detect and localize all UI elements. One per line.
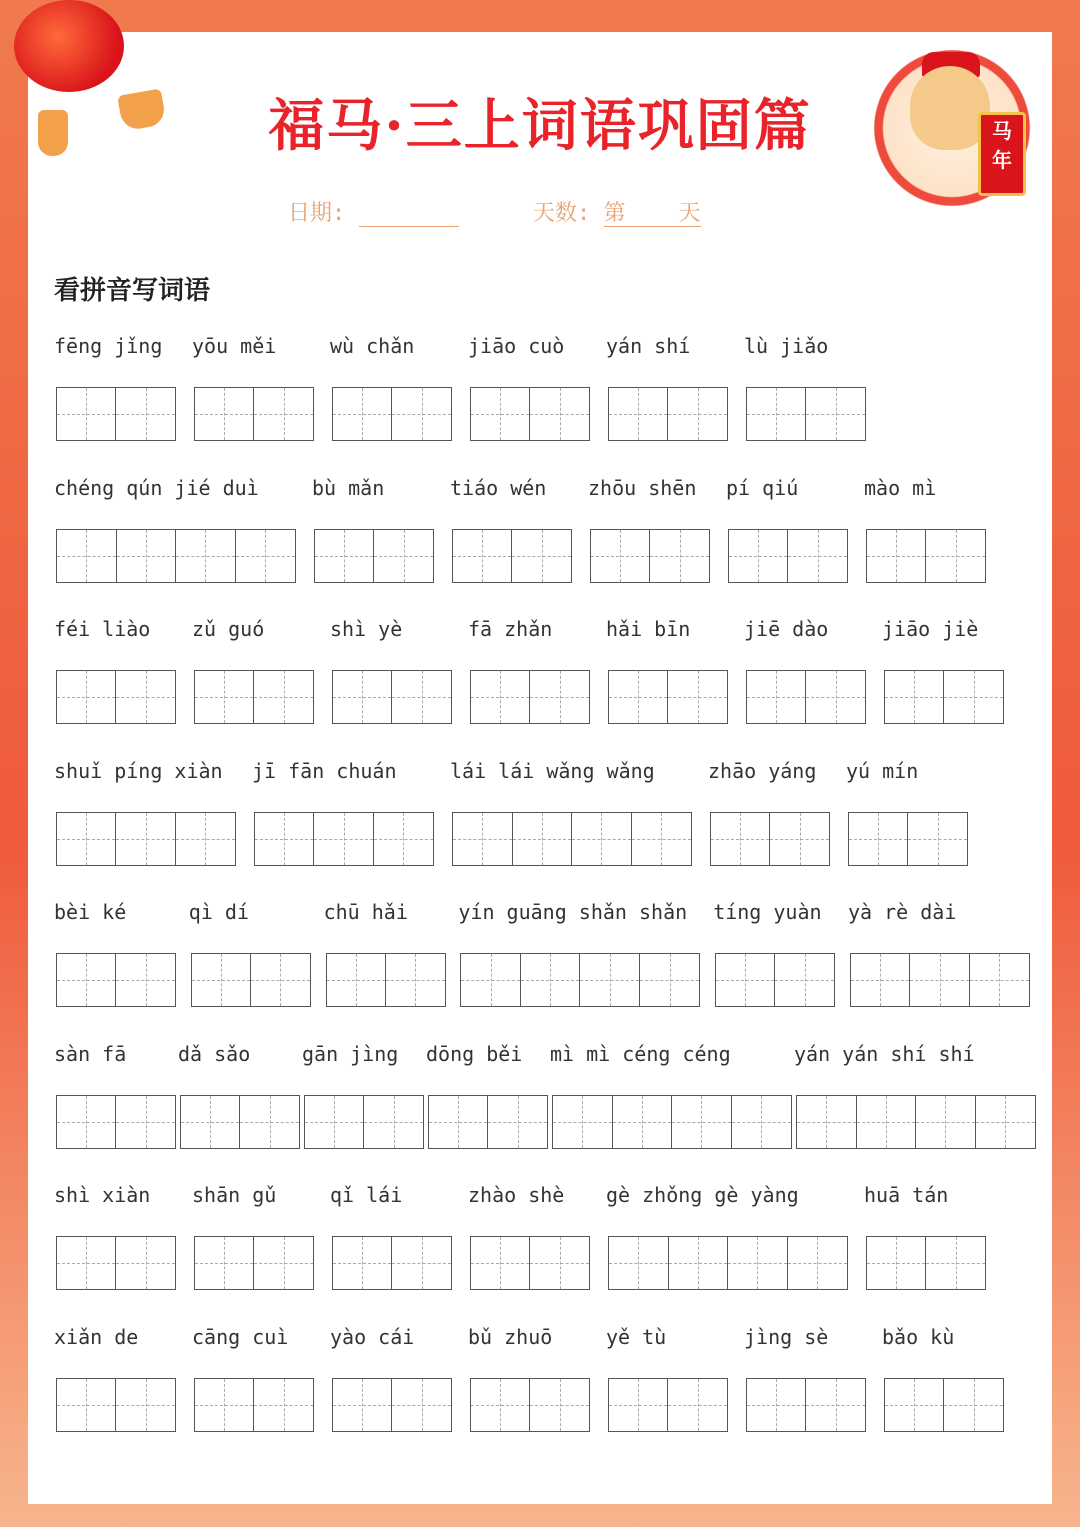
tianzige-cell[interactable] xyxy=(315,530,374,582)
tianzige-cell[interactable] xyxy=(57,1379,116,1431)
tianzige-cell[interactable] xyxy=(57,1096,116,1148)
tianzige-cell[interactable] xyxy=(57,530,117,582)
writing-grid[interactable] xyxy=(848,812,968,866)
tianzige-cell[interactable] xyxy=(392,1237,451,1289)
tianzige-cell[interactable] xyxy=(333,1237,392,1289)
lantern-icon xyxy=(14,0,124,92)
pinyin-label: bù mǎn xyxy=(312,475,385,500)
pinyin-label: yōu měi xyxy=(192,334,277,358)
tianzige-cell[interactable] xyxy=(553,1096,613,1148)
writing-grid[interactable] xyxy=(746,670,866,724)
writing-grid[interactable] xyxy=(56,1378,176,1432)
tianzige-cell[interactable] xyxy=(632,813,692,865)
tianzige-cell[interactable] xyxy=(716,954,775,1006)
tianzige-cell[interactable] xyxy=(530,1237,589,1289)
tianzige-cell[interactable] xyxy=(57,813,116,865)
tianzige-cell[interactable] xyxy=(926,1237,985,1289)
writing-grid[interactable] xyxy=(56,529,296,583)
pinyin-label: zhōu shēn xyxy=(588,475,697,500)
tianzige-cell[interactable] xyxy=(944,671,1003,723)
tianzige-cell[interactable] xyxy=(116,671,175,723)
pinyin-label: hǎi bīn xyxy=(606,617,691,641)
tianzige-cell[interactable] xyxy=(117,530,177,582)
tianzige-cell[interactable] xyxy=(513,813,573,865)
pinyin-label: jìng sè xyxy=(744,1324,829,1349)
days-label: 天数: xyxy=(533,201,591,226)
tianzige-cell[interactable] xyxy=(867,530,926,582)
pinyin-label: zhāo yáng xyxy=(708,758,817,783)
writing-grid[interactable] xyxy=(746,387,866,441)
tianzige-cell[interactable] xyxy=(333,388,392,440)
section-title: 看拼音写词语 xyxy=(54,276,211,306)
writing-grid[interactable] xyxy=(56,953,176,1007)
pinyin-label: bǎo kù xyxy=(882,1324,955,1349)
tianzige-cell[interactable] xyxy=(770,813,829,865)
pinyin-label: lái lái wǎng wǎng xyxy=(450,758,655,783)
tianzige-cell[interactable] xyxy=(181,1096,240,1148)
pinyin-label: yě tù xyxy=(606,1324,667,1349)
pinyin-label: gè zhǒng gè yàng xyxy=(606,1183,799,1207)
tianzige-cell[interactable] xyxy=(254,1237,313,1289)
tianzige-cell[interactable] xyxy=(471,1379,530,1431)
writing-grid[interactable] xyxy=(470,670,590,724)
tianzige-cell[interactable] xyxy=(392,388,451,440)
tianzige-cell[interactable] xyxy=(57,671,116,723)
tianzige-cell[interactable] xyxy=(254,1379,313,1431)
tianzige-cell[interactable] xyxy=(240,1096,299,1148)
tianzige-cell[interactable] xyxy=(640,954,700,1006)
writing-grid[interactable] xyxy=(194,387,314,441)
tianzige-cell[interactable] xyxy=(788,1237,848,1289)
pinyin-label: jiāo cuò xyxy=(468,334,565,358)
writing-grid[interactable] xyxy=(608,670,728,724)
tianzige-cell[interactable] xyxy=(747,388,806,440)
writing-grid[interactable] xyxy=(470,1236,590,1290)
tianzige-cell[interactable] xyxy=(116,388,175,440)
tianzige-cell[interactable] xyxy=(392,1379,451,1431)
tianzige-cell[interactable] xyxy=(530,1379,589,1431)
tianzige-cell[interactable] xyxy=(254,671,313,723)
tianzige-cell[interactable] xyxy=(374,813,433,865)
pinyin-label: shì xiàn xyxy=(54,1183,151,1207)
tianzige-cell[interactable] xyxy=(116,1096,175,1148)
tianzige-cell[interactable] xyxy=(806,671,865,723)
pinyin-label: sàn fā xyxy=(54,1041,127,1066)
tianzige-cell[interactable] xyxy=(944,1379,1003,1431)
tianzige-cell[interactable] xyxy=(580,954,640,1006)
tianzige-cell[interactable] xyxy=(572,813,632,865)
tianzige-cell[interactable] xyxy=(609,388,668,440)
tianzige-cell[interactable] xyxy=(851,954,910,1006)
writing-grid[interactable] xyxy=(254,812,434,866)
tianzige-cell[interactable] xyxy=(867,1237,926,1289)
tianzige-cell[interactable] xyxy=(116,813,175,865)
tianzige-cell[interactable] xyxy=(711,813,770,865)
tianzige-cell[interactable] xyxy=(176,530,236,582)
pinyin-label: lù jiǎo xyxy=(744,334,829,358)
writing-grid[interactable] xyxy=(608,387,728,441)
tianzige-cell[interactable] xyxy=(116,1237,175,1289)
writing-grid[interactable] xyxy=(850,953,1030,1007)
writing-grid[interactable] xyxy=(796,1095,1036,1149)
pinyin-label: tiáo wén xyxy=(450,475,547,500)
tianzige-cell[interactable] xyxy=(195,671,254,723)
pinyin-label: mào mì xyxy=(864,475,937,500)
tianzige-cell[interactable] xyxy=(747,671,806,723)
tianzige-cell[interactable] xyxy=(849,813,908,865)
scroll-text-2: 年 xyxy=(992,148,1012,172)
tianzige-cell[interactable] xyxy=(57,1237,116,1289)
tianzige-cell[interactable] xyxy=(471,671,530,723)
tianzige-cell[interactable] xyxy=(192,954,251,1006)
pinyin-label: chéng qún jié duì xyxy=(54,475,259,500)
pinyin-label: dǎ sǎo xyxy=(178,1041,251,1066)
days-value[interactable] xyxy=(604,201,701,227)
tianzige-cell[interactable] xyxy=(729,530,788,582)
pinyin-label: mì mì céng céng xyxy=(550,1041,731,1066)
pinyin-label: dōng běi xyxy=(426,1041,523,1066)
tianzige-cell[interactable] xyxy=(732,1096,792,1148)
tianzige-cell[interactable] xyxy=(471,1237,530,1289)
tianzige-cell[interactable] xyxy=(251,954,310,1006)
tianzige-cell[interactable] xyxy=(374,530,433,582)
tianzige-cell[interactable] xyxy=(333,1379,392,1431)
tianzige-cell[interactable] xyxy=(453,530,512,582)
tianzige-cell[interactable] xyxy=(797,1096,857,1148)
pinyin-label: yán shí xyxy=(606,334,691,358)
writing-grid[interactable] xyxy=(884,670,1004,724)
pinyin-label: cāng cuì xyxy=(192,1324,289,1349)
writing-grid[interactable] xyxy=(314,529,434,583)
tianzige-cell[interactable] xyxy=(926,530,985,582)
writing-grid[interactable] xyxy=(866,529,986,583)
pinyin-label: jiē dào xyxy=(744,617,829,641)
writing-grid[interactable] xyxy=(194,1236,314,1290)
page-title: 福马·三上词语巩固篇 xyxy=(268,93,812,159)
tianzige-cell[interactable] xyxy=(885,671,944,723)
tianzige-cell[interactable] xyxy=(609,1379,668,1431)
tianzige-cell[interactable] xyxy=(333,671,392,723)
tianzige-cell[interactable] xyxy=(429,1096,488,1148)
writing-grid[interactable] xyxy=(304,1095,424,1149)
writing-grid[interactable] xyxy=(552,1095,792,1149)
writing-grid[interactable] xyxy=(715,953,835,1007)
pinyin-label: gān jìng xyxy=(302,1041,399,1066)
pinyin-label: yán yán shí shí xyxy=(794,1041,975,1066)
writing-grid[interactable] xyxy=(326,953,446,1007)
tianzige-cell[interactable] xyxy=(392,671,451,723)
tianzige-cell[interactable] xyxy=(195,1379,254,1431)
writing-grid[interactable] xyxy=(56,1095,176,1149)
pinyin-label: bèi ké xyxy=(54,900,127,924)
tianzige-cell[interactable] xyxy=(57,388,116,440)
tianzige-cell[interactable] xyxy=(857,1096,917,1148)
writing-grid[interactable] xyxy=(191,953,311,1007)
tianzige-cell[interactable] xyxy=(609,1237,669,1289)
tianzige-cell[interactable] xyxy=(668,388,727,440)
writing-grid[interactable] xyxy=(180,1095,300,1149)
pinyin-label: zhào shè xyxy=(468,1183,565,1207)
days-field[interactable] xyxy=(533,196,701,227)
tianzige-cell[interactable] xyxy=(57,954,116,1006)
writing-grid[interactable] xyxy=(884,1378,1004,1432)
pinyin-label: bǔ zhuō xyxy=(468,1324,553,1349)
pinyin-label: féi liào xyxy=(54,617,151,641)
writing-grid[interactable] xyxy=(608,1236,848,1290)
writing-grid[interactable] xyxy=(452,812,692,866)
tianzige-cell[interactable] xyxy=(970,954,1029,1006)
writing-grid[interactable] xyxy=(590,529,710,583)
tianzige-cell[interactable] xyxy=(908,813,967,865)
tianzige-cell[interactable] xyxy=(255,813,314,865)
writing-grid[interactable] xyxy=(56,670,176,724)
writing-grid[interactable] xyxy=(194,1378,314,1432)
date-blank[interactable] xyxy=(359,204,459,227)
writing-grid[interactable] xyxy=(56,387,176,441)
tianzige-cell[interactable] xyxy=(176,813,235,865)
pinyin-label: chū hǎi xyxy=(323,900,408,924)
writing-grid[interactable] xyxy=(452,529,572,583)
tianzige-cell[interactable] xyxy=(364,1096,423,1148)
tianzige-cell[interactable] xyxy=(195,1237,254,1289)
writing-grid[interactable] xyxy=(728,529,848,583)
pinyin-label: fēng jǐng xyxy=(54,334,163,358)
tianzige-cell[interactable] xyxy=(668,1379,727,1431)
writing-grid[interactable] xyxy=(194,670,314,724)
writing-grid[interactable] xyxy=(470,1378,590,1432)
pinyin-label: wù chǎn xyxy=(330,334,415,358)
pinyin-label: xiǎn de xyxy=(54,1324,139,1349)
tianzige-cell[interactable] xyxy=(885,1379,944,1431)
tianzige-cell[interactable] xyxy=(195,388,254,440)
pinyin-label: yín guāng shǎn shǎn xyxy=(458,900,688,924)
writing-grid[interactable] xyxy=(332,387,452,441)
tianzige-cell[interactable] xyxy=(669,1237,729,1289)
tianzige-cell[interactable] xyxy=(976,1096,1036,1148)
tianzige-cell[interactable] xyxy=(609,671,668,723)
tianzige-cell[interactable] xyxy=(254,388,313,440)
pinyin-label: yú mín xyxy=(846,758,919,783)
pinyin-label: jī fān chuán xyxy=(252,758,397,783)
tianzige-cell[interactable] xyxy=(650,530,709,582)
tianzige-cell[interactable] xyxy=(512,530,571,582)
tianzige-cell[interactable] xyxy=(775,954,834,1006)
tianzige-cell[interactable] xyxy=(530,671,589,723)
writing-grid[interactable] xyxy=(332,1378,452,1432)
pinyin-label: fā zhǎn xyxy=(468,617,553,641)
tianzige-cell[interactable] xyxy=(488,1096,547,1148)
tianzige-cell[interactable] xyxy=(471,388,530,440)
tianzige-cell[interactable] xyxy=(668,671,727,723)
tianzige-cell[interactable] xyxy=(747,1379,806,1431)
writing-grid[interactable] xyxy=(428,1095,548,1149)
pinyin-label: yào cái xyxy=(330,1324,415,1349)
pinyin-label: shān gǔ xyxy=(192,1183,277,1207)
tianzige-cell[interactable] xyxy=(806,1379,865,1431)
writing-grid[interactable] xyxy=(608,1378,728,1432)
writing-grid[interactable] xyxy=(866,1236,986,1290)
pinyin-label: shuǐ píng xiàn xyxy=(54,758,223,783)
tianzige-cell[interactable] xyxy=(521,954,581,1006)
tianzige-cell[interactable] xyxy=(386,954,445,1006)
tianzige-cell[interactable] xyxy=(728,1237,788,1289)
writing-grid[interactable] xyxy=(746,1378,866,1432)
writing-grid[interactable] xyxy=(56,1236,176,1290)
scroll-text-1: 马 xyxy=(992,119,1012,143)
tianzige-cell[interactable] xyxy=(453,813,513,865)
writing-grid[interactable] xyxy=(56,812,236,866)
tianzige-cell[interactable] xyxy=(327,954,386,1006)
pinyin-label: zǔ guó xyxy=(192,617,265,641)
date-label: 日期: xyxy=(288,201,346,226)
tianzige-cell[interactable] xyxy=(916,1096,976,1148)
writing-grid[interactable] xyxy=(470,387,590,441)
pinyin-label: qǐ lái xyxy=(330,1183,403,1207)
tianzige-cell[interactable] xyxy=(461,954,521,1006)
tianzige-cell[interactable] xyxy=(910,954,969,1006)
tianzige-cell[interactable] xyxy=(613,1096,673,1148)
pinyin-label: yà rè dài xyxy=(848,900,957,924)
pinyin-label: huā tán xyxy=(864,1183,949,1207)
tianzige-cell[interactable] xyxy=(806,388,865,440)
pinyin-label: jiāo jiè xyxy=(882,617,979,641)
tianzige-cell[interactable] xyxy=(305,1096,364,1148)
tianzige-cell[interactable] xyxy=(788,530,847,582)
pinyin-label: pí qiú xyxy=(726,475,799,500)
tianzige-cell[interactable] xyxy=(116,1379,175,1431)
pinyin-label: qì dí xyxy=(188,900,250,924)
tianzige-cell[interactable] xyxy=(116,954,175,1006)
writing-grid[interactable] xyxy=(332,670,452,724)
date-field[interactable] xyxy=(288,196,459,227)
writing-grid[interactable] xyxy=(710,812,830,866)
days-suffix: 天 xyxy=(678,201,701,226)
writing-grid[interactable] xyxy=(460,953,700,1007)
tianzige-cell[interactable] xyxy=(591,530,650,582)
tianzige-cell[interactable] xyxy=(314,813,373,865)
tianzige-cell[interactable] xyxy=(530,388,589,440)
tianzige-cell[interactable] xyxy=(672,1096,732,1148)
pinyin-label: tíng yuàn xyxy=(713,900,822,924)
tianzige-cell[interactable] xyxy=(236,530,296,582)
pinyin-label: shì yè xyxy=(330,617,403,641)
days-prefix: 第 xyxy=(603,201,626,226)
writing-grid[interactable] xyxy=(332,1236,452,1290)
